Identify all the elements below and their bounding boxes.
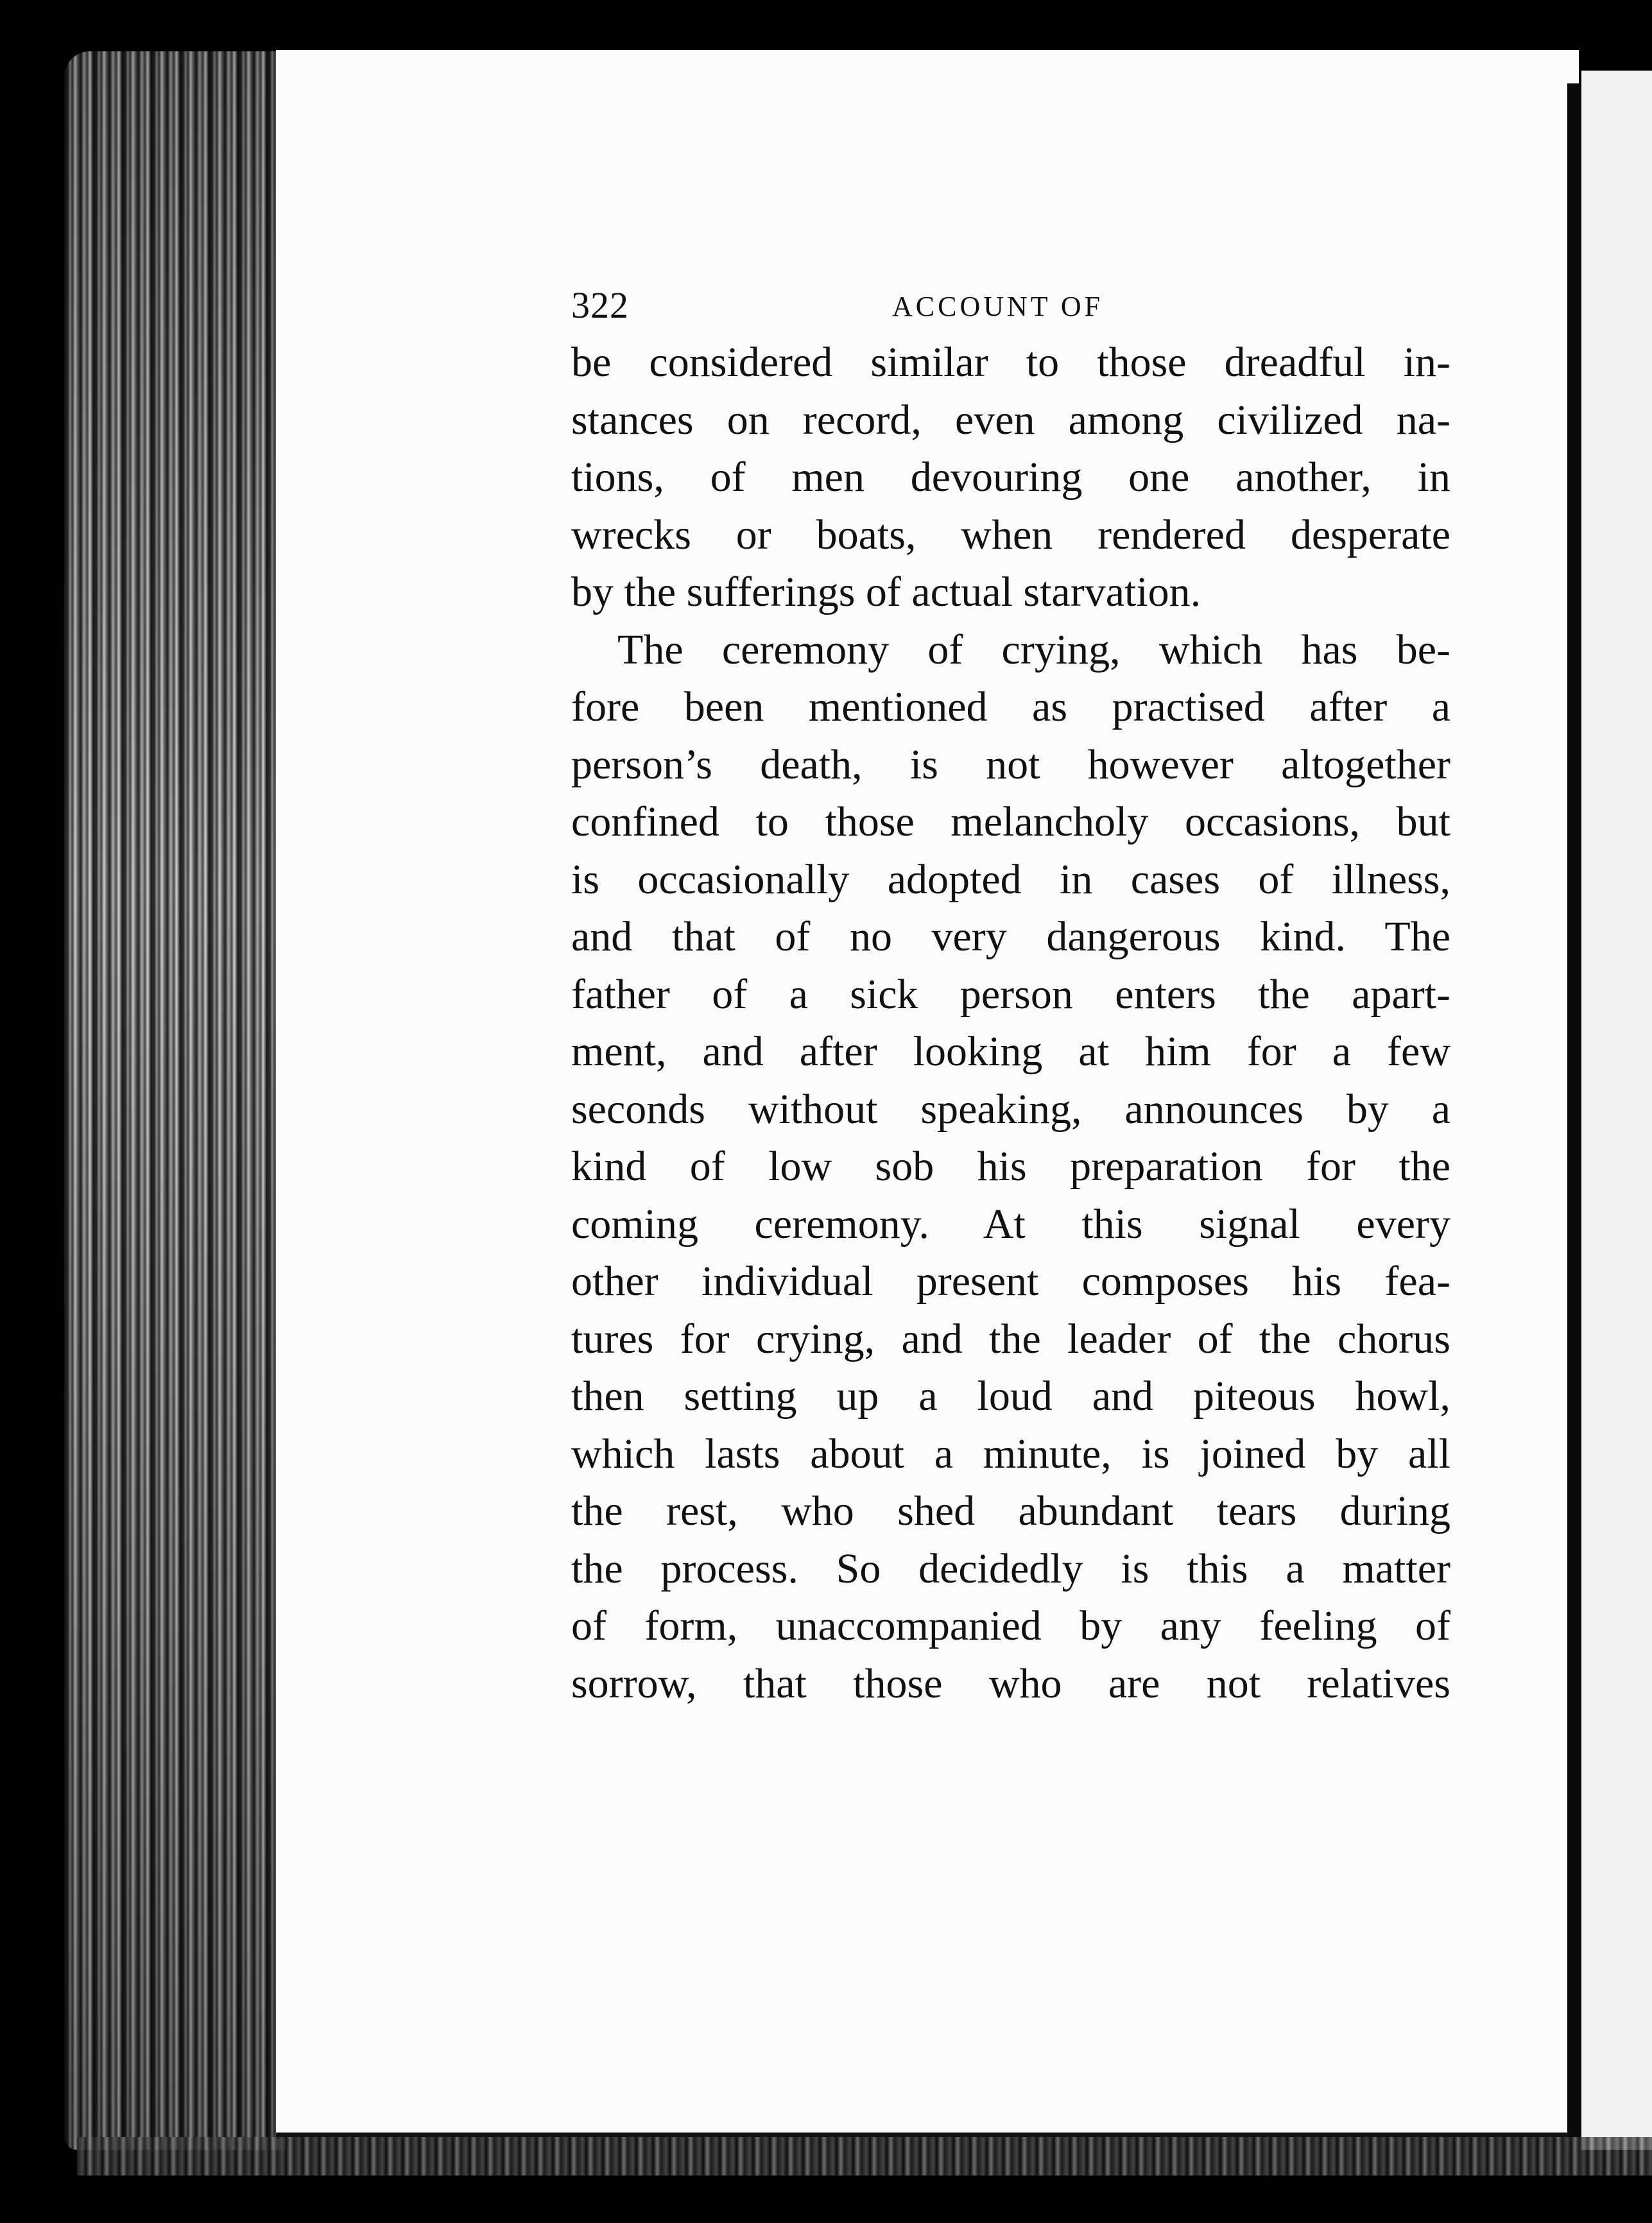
text-line: tions, of men devouring one another, in [571,454,1450,501]
text-line: sorrow, that those who are not relatives [571,1660,1450,1707]
running-head-title: ACCOUNT OF [892,291,1104,322]
text-line: by the sufferings of actual starvation. [571,569,1201,615]
text-line: which lasts about a minute, is joined by all [571,1430,1450,1477]
text-line: and that of no very dangerous kind. The [571,913,1450,960]
running-head [571,276,1450,334]
text-line: kind of low sob his preparation for the [571,1143,1450,1190]
text-line: tures for crying, and the leader of the chorus [571,1315,1450,1362]
text-line: stances on record, even among civilized na- [571,396,1450,443]
text-line: is occasionally adopted in cases of illness, [571,855,1450,903]
book-bottom-edge [77,2137,1652,2176]
text-line: other individual present composes his fea- [571,1258,1450,1305]
text-line: fore been mentioned as practised after a [571,683,1450,730]
page-number: 322 [571,284,629,326]
book-page-edges [64,51,286,2150]
text-line: be considered similar to those dreadful in- [571,339,1450,386]
page-text-block [571,276,1450,1712]
text-line: person’s death, is not however altogether [571,741,1450,788]
text-line: seconds without speaking, announces by a [571,1085,1450,1133]
text-line: wrecks or boats, when rendered desperate [571,511,1450,558]
text-line: then setting up a loud and piteous howl, [571,1373,1450,1420]
text-line: coming ceremony. At this signal every [571,1200,1450,1248]
text-line: of form, unaccompanied by any feeling of [571,1602,1450,1649]
text-line: the process. So decidedly is this a matter [571,1545,1450,1592]
text-line: the rest, who shed abundant tears during [571,1488,1450,1534]
text-line: father of a sick person enters the apart- [571,970,1450,1018]
text-line: ment, and after looking at him for a few [571,1028,1450,1075]
book-gutter [1567,83,1581,2150]
facing-page-edge [1581,71,1652,2150]
text-line: The ceremony of crying, which has be- [617,626,1450,673]
text-line: confined to those melancholy occasions, but [571,798,1450,845]
